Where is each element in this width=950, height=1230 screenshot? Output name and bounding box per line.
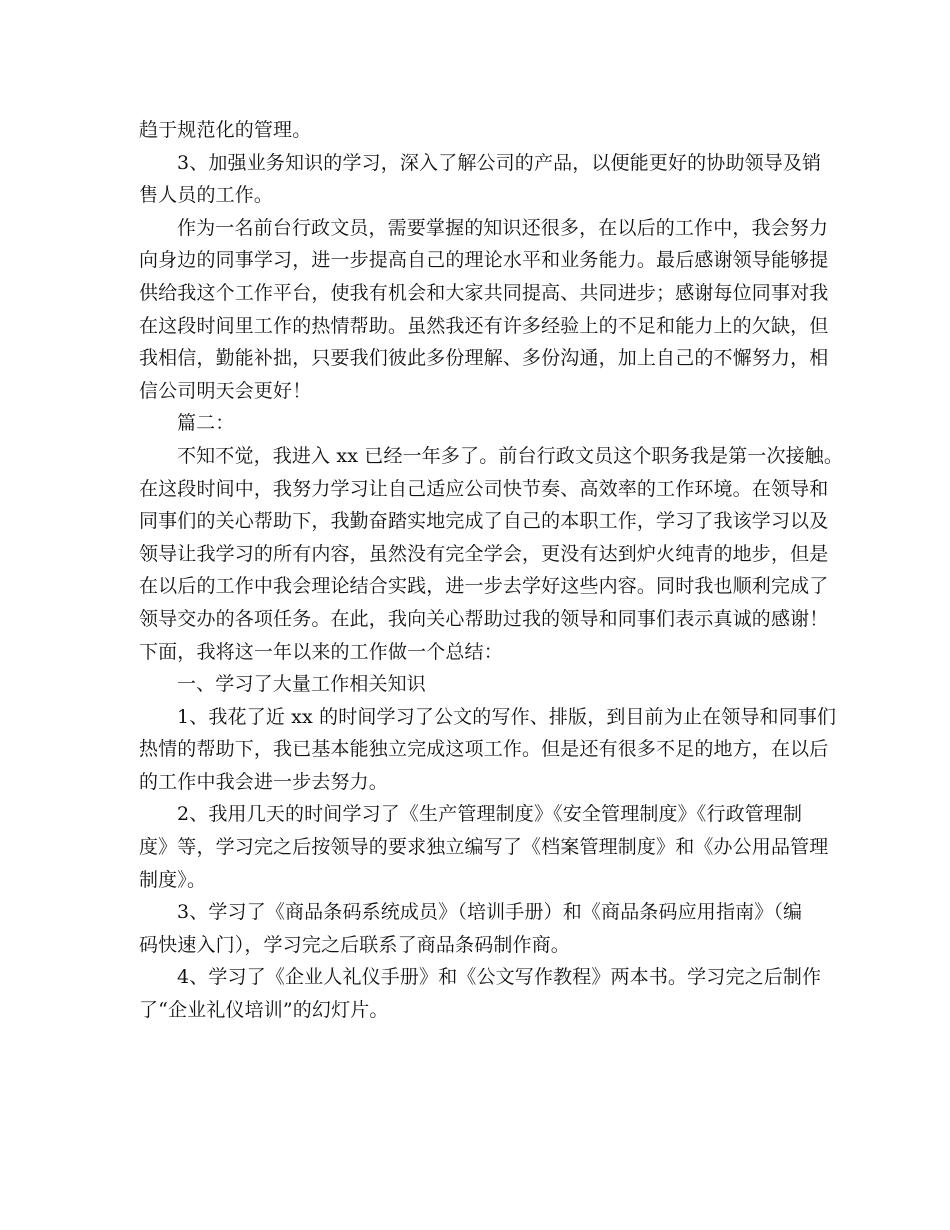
text-line: 领导交办的各项任务。在此，我向关心帮助过我的领导和同事们表示真诚的感谢！ — [139, 607, 829, 630]
text-line: 下面，我将这一年以来的工作做一个总结： — [139, 640, 503, 663]
text-line: 作为一名前台行政文员，需要掌握的知识还很多，在以后的工作中，我会努力 — [177, 216, 829, 239]
section-heading: 一、学习了大量工作相关知识 — [177, 673, 426, 696]
section-heading: 篇二： — [177, 412, 235, 435]
text-line: 1、我花了近 xx 的时间学习了公文的写作、排版，到目前为止在领导和同事们 — [177, 705, 837, 728]
text-line: 码快速入门），学习完之后联系了商品条码制作商。 — [139, 933, 570, 956]
text-line: 4、学习了《企业人礼仪手册》和《公文写作教程》两本书。学习完之后制作 — [177, 966, 822, 989]
text-line: 供给我这个工作平台，使我有机会和大家共同提高、共同进步；感谢每位同事对我 — [139, 281, 829, 304]
text-line: 不知不觉，我进入 xx 已经一年多了。前台行政文员这个职务我是第一次接触。 — [177, 444, 844, 467]
document-body — [139, 114, 844, 1027]
text-line: 我相信，勤能补拙，只要我们彼此多份理解、多份沟通，加上自己的不懈努力，相 — [139, 347, 829, 370]
text-line: 同事们的关心帮助下，我勤奋踏实地完成了自己的本职工作，学习了我该学习以及 — [139, 510, 829, 533]
text-line: 度》等，学习完之后按领导的要求独立编写了《档案管理制度》和《办公用品管理 — [139, 836, 829, 859]
text-line: 趋于规范化的管理。 — [139, 119, 312, 141]
text-line: 售人员的工作。 — [139, 184, 274, 207]
text-line: 信公司明天会更好！ — [139, 379, 312, 402]
text-line: 2、我用几天的时间学习了《生产管理制度》《安全管理制度》《行政管理制 — [177, 803, 803, 826]
text-line: 了“企业礼仪培训”的幻灯片。 — [139, 999, 389, 1022]
text-line: 热情的帮助下，我已基本能独立完成这项工作。但是还有很多不足的地方，在以后 — [139, 738, 829, 761]
text-line: 在这段时间里工作的热情帮助。虽然我还有许多经验上的不足和能力上的欠缺，但 — [139, 314, 829, 337]
text-line: 制度》。 — [139, 868, 207, 891]
text-line: 向身边的同事学习，进一步提高自己的理论水平和业务能力。最后感谢领导能够提 — [139, 249, 829, 272]
text-line: 在这段时间中，我努力学习让自己适应公司快节奏、高效率的工作环境。在领导和 — [139, 477, 829, 500]
text-line: 在以后的工作中我会理论结合实践，进一步去学好这些内容。同时我也顺利完成了 — [139, 575, 829, 598]
text-line: 3、学习了《商品条码系统成员》（培训手册）和《商品条码应用指南》（编 — [177, 901, 803, 924]
text-line: 领导让我学习的所有内容，虽然没有完全学会，更没有达到炉火纯青的地步，但是 — [139, 542, 829, 565]
text-line: 的工作中我会进一步去努力。 — [139, 770, 388, 793]
text-line: 3、加强业务知识的学习，深入了解公司的产品，以便能更好的协助领导及销 — [177, 151, 822, 174]
